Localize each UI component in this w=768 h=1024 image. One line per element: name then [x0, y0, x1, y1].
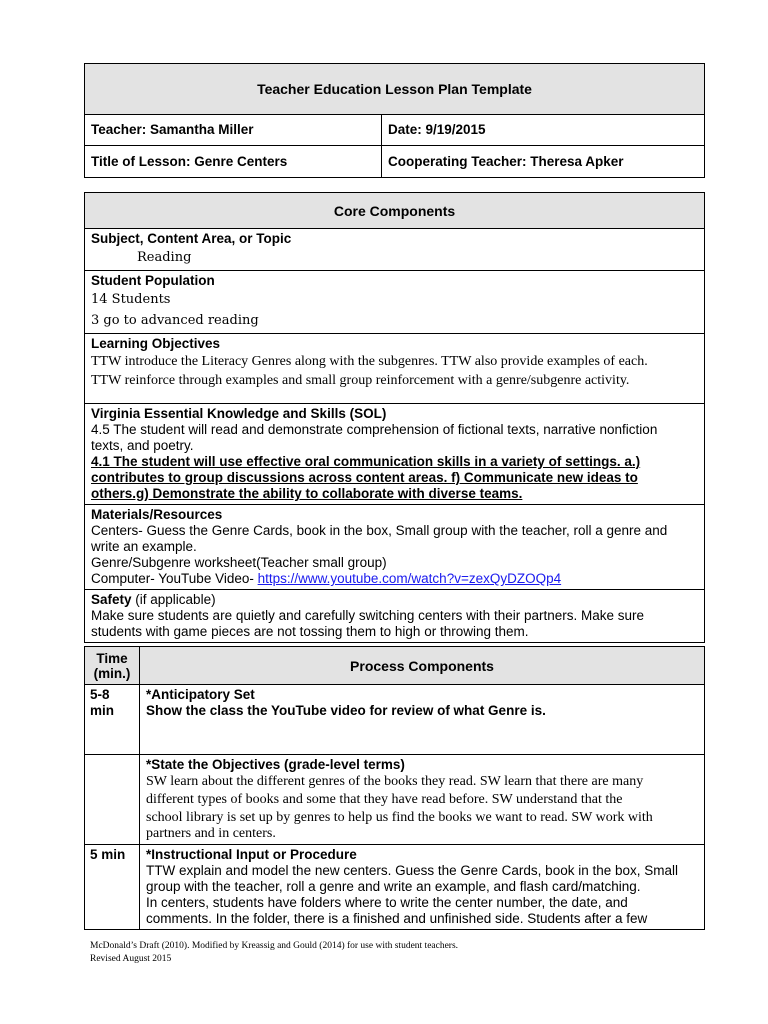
- anticipatory-set-title: *Anticipatory Set: [146, 687, 255, 702]
- sol-cell: [85, 404, 705, 505]
- page-footer: [90, 940, 458, 966]
- anticipatory-set-body: Show the class the YouTube video for review of what Genre is.: [146, 703, 546, 718]
- objectives-line-2: TTW reinforce through examples and small group reinforcement with a genre/subgenre activity.: [91, 373, 630, 388]
- safety-label-suffix: (if applicable): [131, 592, 216, 607]
- header-table: [84, 63, 705, 178]
- lesson-date: Date: 9/19/2015: [382, 115, 705, 146]
- row-1-time-line-2: min: [90, 703, 115, 718]
- row-1-time: [85, 685, 140, 755]
- materials-line-2: write an example.: [91, 539, 197, 554]
- subject-label: Subject, Content Area, or Topic: [91, 231, 292, 246]
- objectives-terms-line-2: different types of books and some that they have read before. SW understand that the: [146, 792, 623, 807]
- core-components-table: [84, 192, 705, 643]
- instructional-input-title: *Instructional Input or Procedure: [146, 847, 357, 862]
- cooperating-teacher: Cooperating Teacher: Theresa Apker: [382, 146, 705, 178]
- row-2-time: [85, 755, 140, 845]
- subject-value: Reading: [137, 250, 192, 265]
- sol-line-2: texts, and poetry.: [91, 438, 194, 453]
- core-components-heading: Core Components: [85, 193, 705, 229]
- process-components-heading: Process Components: [140, 647, 705, 685]
- time-heading-line-2: (min.): [93, 665, 131, 681]
- objectives-terms-line-4: partners and in centers.: [146, 826, 276, 841]
- safety-line-2: students with game pieces are not tossing them to high or throwing them.: [91, 624, 529, 639]
- instructional-input-line-1: TTW explain and model the new centers. Guess the Genre Cards, book in the box, Small: [146, 863, 679, 878]
- sol-bold-line-1: 4.1 The student will use effective oral communication skills in a variety of settings. a.): [91, 454, 641, 469]
- materials-cell: [85, 505, 705, 590]
- sol-bold-line-3: others.g) Demonstrate the ability to collaborate with diverse teams.: [91, 486, 523, 501]
- time-heading: [85, 647, 140, 685]
- footer-line-2: Revised August 2015: [90, 954, 172, 964]
- materials-line-3: Genre/Subgenre worksheet(Teacher small group): [91, 555, 387, 570]
- subject-cell: [85, 229, 705, 271]
- row-1-time-line-1: 5-8: [90, 687, 110, 702]
- materials-label: Materials/Resources: [91, 507, 223, 522]
- instructional-input-line-3: In centers, students have folders where to write the center number, the date, and: [146, 895, 628, 910]
- youtube-link[interactable]: https://www.youtube.com/watch?v=zexQyDZOQp4: [257, 571, 562, 586]
- sol-label: Virginia Essential Knowledge and Skills (SOL): [91, 406, 387, 421]
- anticipatory-set-cell: [140, 685, 705, 755]
- footer-credit: (2010). Modified by Kreassig and Gould (2014) for use with student teachers.: [159, 941, 459, 951]
- instructional-input-line-2: group with the teacher, roll a genre and write an example, and flash card/matching.: [146, 879, 641, 894]
- template-title: Teacher Education Lesson Plan Template: [85, 64, 705, 115]
- safety-cell: [85, 590, 705, 643]
- population-line-2: 3 go to advanced reading: [91, 313, 259, 328]
- objectives-terms-line-1: SW learn about the different genres of the books they read. SW learn that there are many: [146, 774, 644, 789]
- safety-label: Safety: [91, 592, 132, 607]
- process-components-table: [84, 646, 705, 930]
- materials-line-1: Centers- Guess the Genre Cards, book in the box, Small group with the teacher, roll a genre and: [91, 523, 668, 538]
- instructional-input-line-4: comments. In the folder, there is a finished and unfinished side. Students after a few: [146, 911, 648, 926]
- objectives-label: Learning Objectives: [91, 336, 221, 351]
- instructional-input-cell: [140, 845, 705, 930]
- sol-line-1: 4.5 The student will read and demonstrate comprehension of fictional texts, narrative nonfiction: [91, 422, 658, 437]
- row-3-time: 5 min: [85, 845, 140, 930]
- population-label: Student Population: [91, 273, 215, 288]
- objectives-line-1: TTW introduce the Literacy Genres along with the subgenres. TTW also provide examples of each.: [91, 354, 648, 369]
- population-cell: [85, 271, 705, 334]
- footer-line-1: [90, 940, 458, 953]
- safety-line-1: Make sure students are quietly and carefully switching centers with their partners. Make sure: [91, 608, 645, 623]
- population-line-1: 14 Students: [91, 292, 171, 307]
- sol-bold-line-2: contributes to group discussions across content areas. f) Communicate new ideas to: [91, 470, 638, 485]
- materials-line-4: [91, 571, 698, 587]
- objectives-terms-cell: [140, 755, 705, 845]
- lesson-title: Title of Lesson: Genre Centers: [85, 146, 382, 178]
- objectives-cell: [85, 334, 705, 404]
- materials-video-prefix: Computer- YouTube Video-: [91, 571, 258, 586]
- footer-author: McDonald’s Draft: [90, 941, 160, 951]
- objectives-terms-line-3: school library is set up by genres to help us find the books we want to read. SW work with: [146, 810, 653, 825]
- safety-heading: [91, 592, 698, 608]
- time-heading-line-1: Time: [96, 650, 128, 666]
- teacher-name: Teacher: Samantha Miller: [85, 115, 382, 146]
- objectives-terms-title: *State the Objectives (grade-level terms): [146, 757, 405, 772]
